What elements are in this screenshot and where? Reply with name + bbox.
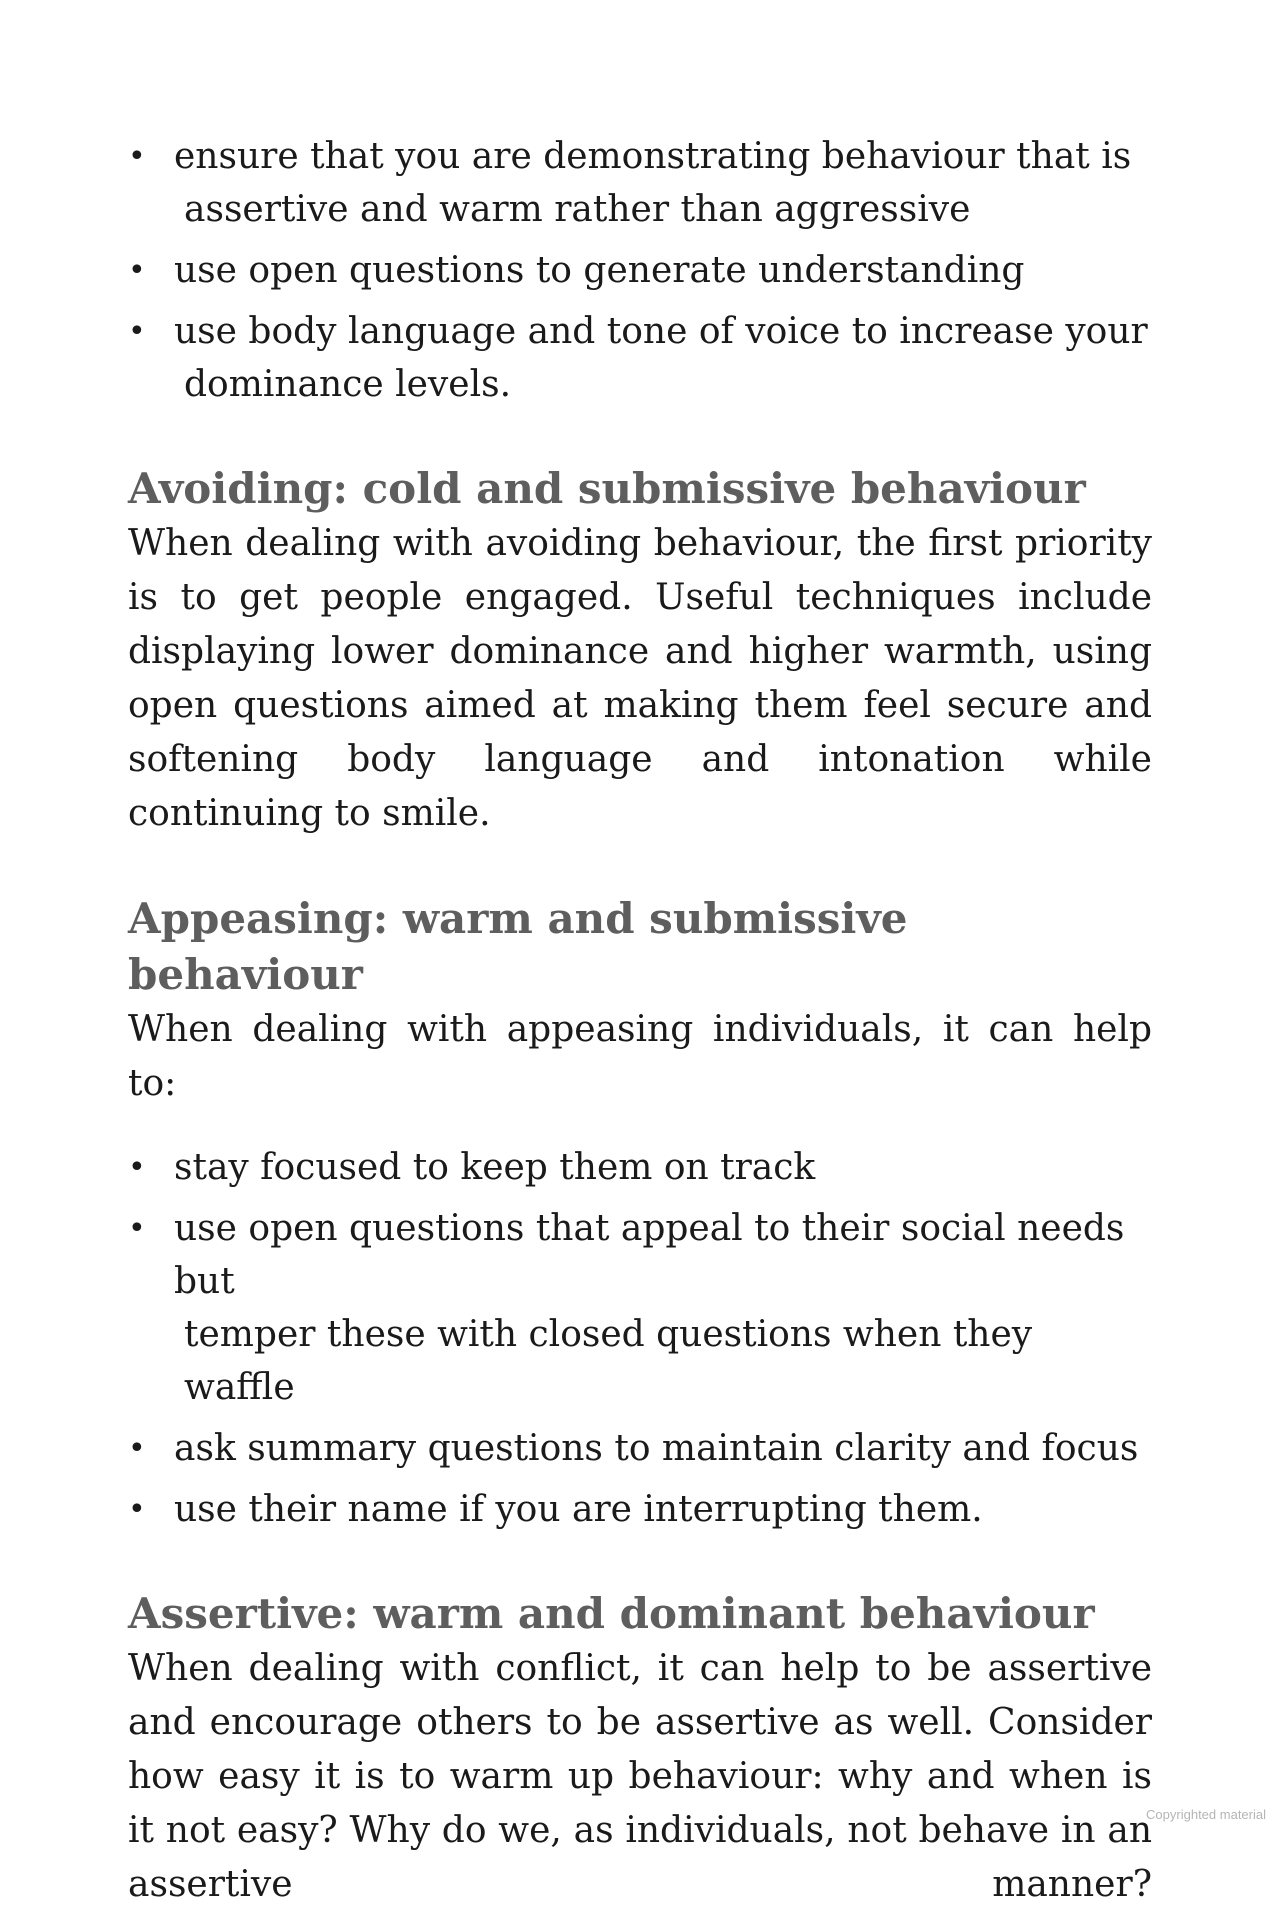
list-item [128, 1202, 1152, 1414]
paragraph-assertive: When dealing with conflict, it can help to be assertive and encourage others to be assertive as well. Consider how easy it is to warm up behaviour: why and when is it not easy? Why do we, as individuals, not behave in an assertive manner? [128, 1648, 1152, 1905]
list-item-text: stay focused to keep them on track [174, 1147, 816, 1188]
list-item [128, 1141, 1152, 1194]
copyright-footer: Copyrighted material [1146, 1807, 1266, 1822]
list-item-text-continued: dominance levels. [184, 364, 512, 405]
list-item [128, 130, 1152, 236]
list-item-text: use body language and tone of voice to increase your [174, 311, 1148, 352]
list-item-text: use open questions that appeal to their social needs but [174, 1208, 1125, 1302]
list-item [128, 1483, 1152, 1536]
bullet-icon: • [128, 1150, 146, 1185]
list-item [128, 305, 1152, 411]
list-item-text: ensure that you are demonstrating behaviour that is [174, 136, 1132, 177]
section-heading-assertive: Assertive: warm and dominant behaviour [128, 1589, 1095, 1638]
list-item-text-continued: temper these with closed questions when they waffle [184, 1314, 1033, 1408]
bullet-icon: • [128, 1211, 146, 1246]
list-item-text: use their name if you are interrupting them. [174, 1489, 983, 1530]
bullet-icon: • [128, 1431, 146, 1466]
bullet-icon: • [128, 139, 146, 174]
list-item-text: ask summary questions to maintain clarity and focus [174, 1428, 1139, 1469]
paragraph-avoiding: When dealing with avoiding behaviour, the first priority is to get people engaged. Useful techniques include displaying lower dominance and higher warmth, using open questions aimed at making them feel secure and softening body language and intonation while continuing to smile. [128, 523, 1152, 834]
list-item-text-continued: assertive and warm rather than aggressive [184, 189, 971, 230]
list-item [128, 1422, 1152, 1475]
list-item-text: use open questions to generate understanding [174, 250, 1025, 291]
bullet-icon: • [128, 1492, 146, 1527]
list-item [128, 244, 1152, 297]
paragraph-appeasing-intro: When dealing with appeasing individuals, it can help to: [128, 1009, 1152, 1104]
section-heading-appeasing: Appeasing: warm and submissive behaviour [128, 894, 908, 999]
bullet-list-appeasing [128, 1141, 1152, 1536]
bullet-icon: • [128, 253, 146, 288]
book-page [128, 130, 1152, 1912]
section-heading-avoiding: Avoiding: cold and submissive behaviour [128, 464, 1086, 513]
bullet-icon: • [128, 314, 146, 349]
bullet-list-top [128, 130, 1152, 411]
